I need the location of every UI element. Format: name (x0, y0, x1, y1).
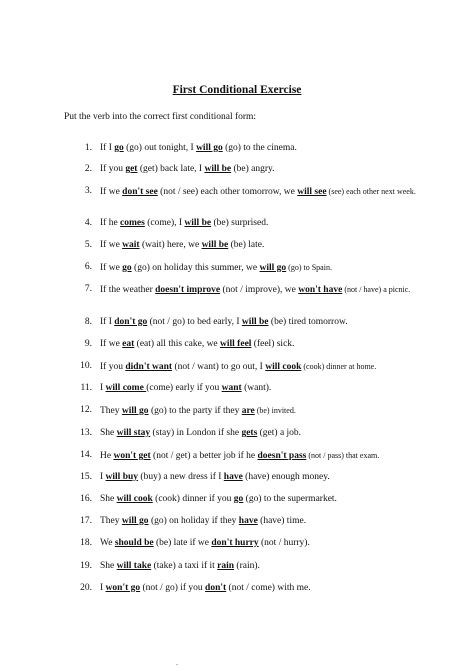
answer: will be (184, 218, 212, 228)
sentence-text: If he (100, 218, 121, 228)
item-number: 3. (84, 186, 92, 196)
sentence-text: (not / go) to bed early, I (147, 317, 242, 327)
instructions: Put the verb into the correct first conditional form: (64, 112, 257, 122)
exercise-item (76, 583, 416, 595)
item-sentence (100, 561, 416, 573)
sentence-text: (not / have) a picnic. (342, 285, 411, 294)
answer: will cook (116, 494, 153, 504)
sentence-text: (be) angry. (231, 164, 275, 174)
sentence-text: (feel) sick. (251, 339, 295, 349)
sentence-text: If we (100, 339, 123, 349)
item-number: 15. (80, 472, 92, 482)
exercise-item (76, 361, 416, 374)
exercise-item (76, 538, 416, 550)
answer: gets (241, 428, 258, 438)
sentence-text: (go) on holiday if they (148, 516, 239, 526)
sentence-text: (not / come) with me. (226, 583, 311, 593)
sentence-text: (come), I (144, 218, 185, 228)
exercise-item (76, 262, 416, 275)
item-number: 2. (84, 164, 92, 174)
sentence-text: (want). (241, 383, 272, 393)
answer: get (125, 164, 138, 174)
answer: will go (121, 516, 149, 526)
sentence-text: I (100, 383, 106, 393)
item-sentence (100, 538, 416, 550)
item-number: 10. (80, 361, 92, 371)
answer: have (223, 472, 243, 482)
sentence-text: (rain). (234, 561, 260, 571)
footer-mark: . (176, 658, 178, 667)
answer: will feel (220, 339, 252, 349)
answer: won't have (298, 285, 343, 295)
item-sentence (100, 361, 416, 374)
answer: will buy (105, 472, 139, 482)
exercise-item (76, 472, 416, 484)
sentence-text: (be) surprised. (211, 218, 269, 228)
sentence-text: They (100, 406, 122, 416)
sentence-text: If I (100, 317, 115, 327)
answer: didn't want (125, 362, 173, 372)
exercise-item (76, 284, 416, 297)
sentence-text: (go) to the party if they (148, 406, 242, 416)
item-number: 17. (80, 516, 92, 526)
answer: will go (121, 406, 149, 416)
exercise-item (76, 143, 416, 155)
answer: will be (241, 317, 269, 327)
sentence-text: (get) back late, I (137, 164, 205, 174)
answer: have (238, 516, 258, 526)
answer: will be (201, 240, 229, 250)
exercise-item (76, 186, 416, 199)
answer: will see (297, 187, 327, 197)
answer: will come (105, 383, 147, 393)
item-sentence (100, 284, 416, 297)
sentence-text: (be) late if we (153, 538, 212, 548)
sentence-text: If I (100, 143, 115, 153)
answer: comes (120, 218, 145, 228)
exercise-item (76, 339, 416, 351)
item-number: 18. (80, 538, 92, 548)
answer: go (122, 263, 132, 273)
answer: eat (122, 339, 135, 349)
answer: won't go (105, 583, 141, 593)
sentence-text: She (100, 494, 117, 504)
sentence-text: (go) out tonight, I (123, 143, 197, 153)
item-number: 6. (84, 262, 92, 272)
item-number: 14. (80, 450, 92, 460)
sentence-text: (not / improve), we (220, 285, 299, 295)
item-number: 8. (84, 317, 92, 327)
item-sentence (100, 143, 416, 155)
item-number: 12. (80, 405, 92, 415)
item-number: 13. (80, 428, 92, 438)
exercise-item (76, 494, 416, 506)
answer: won't get (113, 451, 151, 461)
answer: don't go (114, 317, 148, 327)
sentence-text: (not / see) each other tomorrow, we (157, 187, 298, 197)
sentence-text: They (100, 516, 122, 526)
sentence-text: He (100, 451, 114, 461)
item-number: 9. (84, 339, 92, 349)
sentence-text: (be) invited. (254, 406, 296, 415)
sentence-text: (wait) here, we (139, 240, 202, 250)
sentence-text: (take) a taxi if it (151, 561, 218, 571)
exercise-item (76, 450, 416, 463)
sentence-text: (not / get) a better job if he (150, 451, 258, 461)
sentence-text: I (100, 583, 106, 593)
item-number: 1. (84, 143, 92, 153)
sentence-text: (see) each other next week. (326, 187, 416, 196)
item-number: 11. (80, 383, 92, 393)
exercise-item (76, 405, 416, 418)
sentence-text: (cook) dinner if you (152, 494, 234, 504)
exercise-item (76, 383, 416, 395)
exercise-item (76, 218, 416, 230)
answer: doesn't pass (257, 451, 307, 461)
answer: go (233, 494, 244, 504)
sentence-text: (stay) in London if she (150, 428, 242, 438)
item-sentence (100, 472, 416, 484)
sentence-text: (be) tired tomorrow. (268, 317, 348, 327)
answer: will go (196, 143, 223, 153)
item-sentence (100, 317, 416, 329)
sentence-text: I (100, 472, 106, 482)
sentence-text: (eat) all this cake, we (134, 339, 221, 349)
item-number: 19. (80, 561, 92, 571)
item-sentence (100, 405, 416, 418)
sentence-text: If we (100, 187, 123, 197)
answer: wait (122, 240, 140, 250)
item-number: 7. (84, 284, 92, 294)
answer: rain (217, 561, 235, 571)
answer: go (114, 143, 124, 153)
answer: will cook (265, 362, 302, 372)
sentence-text: (not / hurry). (258, 538, 310, 548)
sentence-text: (cook) dinner at home. (301, 362, 377, 371)
item-sentence (100, 428, 416, 440)
answer: should be (114, 538, 154, 548)
sentence-text: (go) to the supermarket. (243, 494, 337, 504)
item-sentence (100, 339, 416, 351)
sentence-text: (not / go) if you (140, 583, 206, 593)
answer: don't (205, 583, 227, 593)
exercise-item (76, 428, 416, 440)
sentence-text: (have) time. (257, 516, 307, 526)
sentence-text: (go) on holiday this summer, we (131, 263, 260, 273)
item-number: 20. (80, 583, 92, 593)
sentence-text: If you (100, 362, 126, 372)
sentence-text: She (100, 428, 117, 438)
item-number: 16. (80, 494, 92, 504)
item-sentence (100, 583, 416, 595)
sentence-text: (go) to Spain. (286, 263, 332, 272)
sentence-text: (have) enough money. (242, 472, 330, 482)
answer: are (241, 406, 255, 416)
item-sentence (100, 516, 416, 528)
item-sentence (100, 218, 416, 230)
answer: will be (204, 164, 232, 174)
answer: doesn't improve (155, 285, 221, 295)
sentence-text: (go) to the cinema. (222, 143, 297, 153)
answer: want (221, 383, 242, 393)
sentence-text: She (100, 561, 117, 571)
sentence-text: (not / want) to go out, I (172, 362, 266, 372)
exercise-item (76, 317, 416, 329)
exercise-item (76, 240, 416, 252)
answer: will take (116, 561, 152, 571)
item-number: 4. (84, 218, 92, 228)
item-sentence (100, 450, 416, 463)
sentence-text: (get) a job. (257, 428, 302, 438)
answer: will stay (116, 428, 151, 438)
exercise-item (76, 164, 416, 176)
sentence-text: If you (100, 164, 126, 174)
sentence-text: (be) late. (228, 240, 265, 250)
exercise-item (76, 516, 416, 528)
sentence-text: If we (100, 263, 123, 273)
item-sentence (100, 240, 416, 252)
item-sentence (100, 262, 416, 275)
sentence-text: (buy) a new dress if I (138, 472, 224, 482)
sentence-text: (not / pass) that exam. (306, 451, 380, 460)
item-sentence (100, 494, 416, 506)
item-sentence (100, 186, 416, 199)
item-sentence (100, 164, 416, 176)
item-sentence (100, 383, 416, 395)
exercise-item (76, 561, 416, 573)
item-number: 5. (84, 240, 92, 250)
sentence-text: We (100, 538, 115, 548)
sentence-text: (come) early if you (146, 383, 222, 393)
answer: don't hurry (211, 538, 259, 548)
page-title: First Conditional Exercise (172, 84, 302, 96)
sentence-text: If we (100, 240, 123, 250)
sentence-text: If the weather (100, 285, 156, 295)
answer: don't see (122, 187, 158, 197)
answer: will go (259, 263, 287, 273)
